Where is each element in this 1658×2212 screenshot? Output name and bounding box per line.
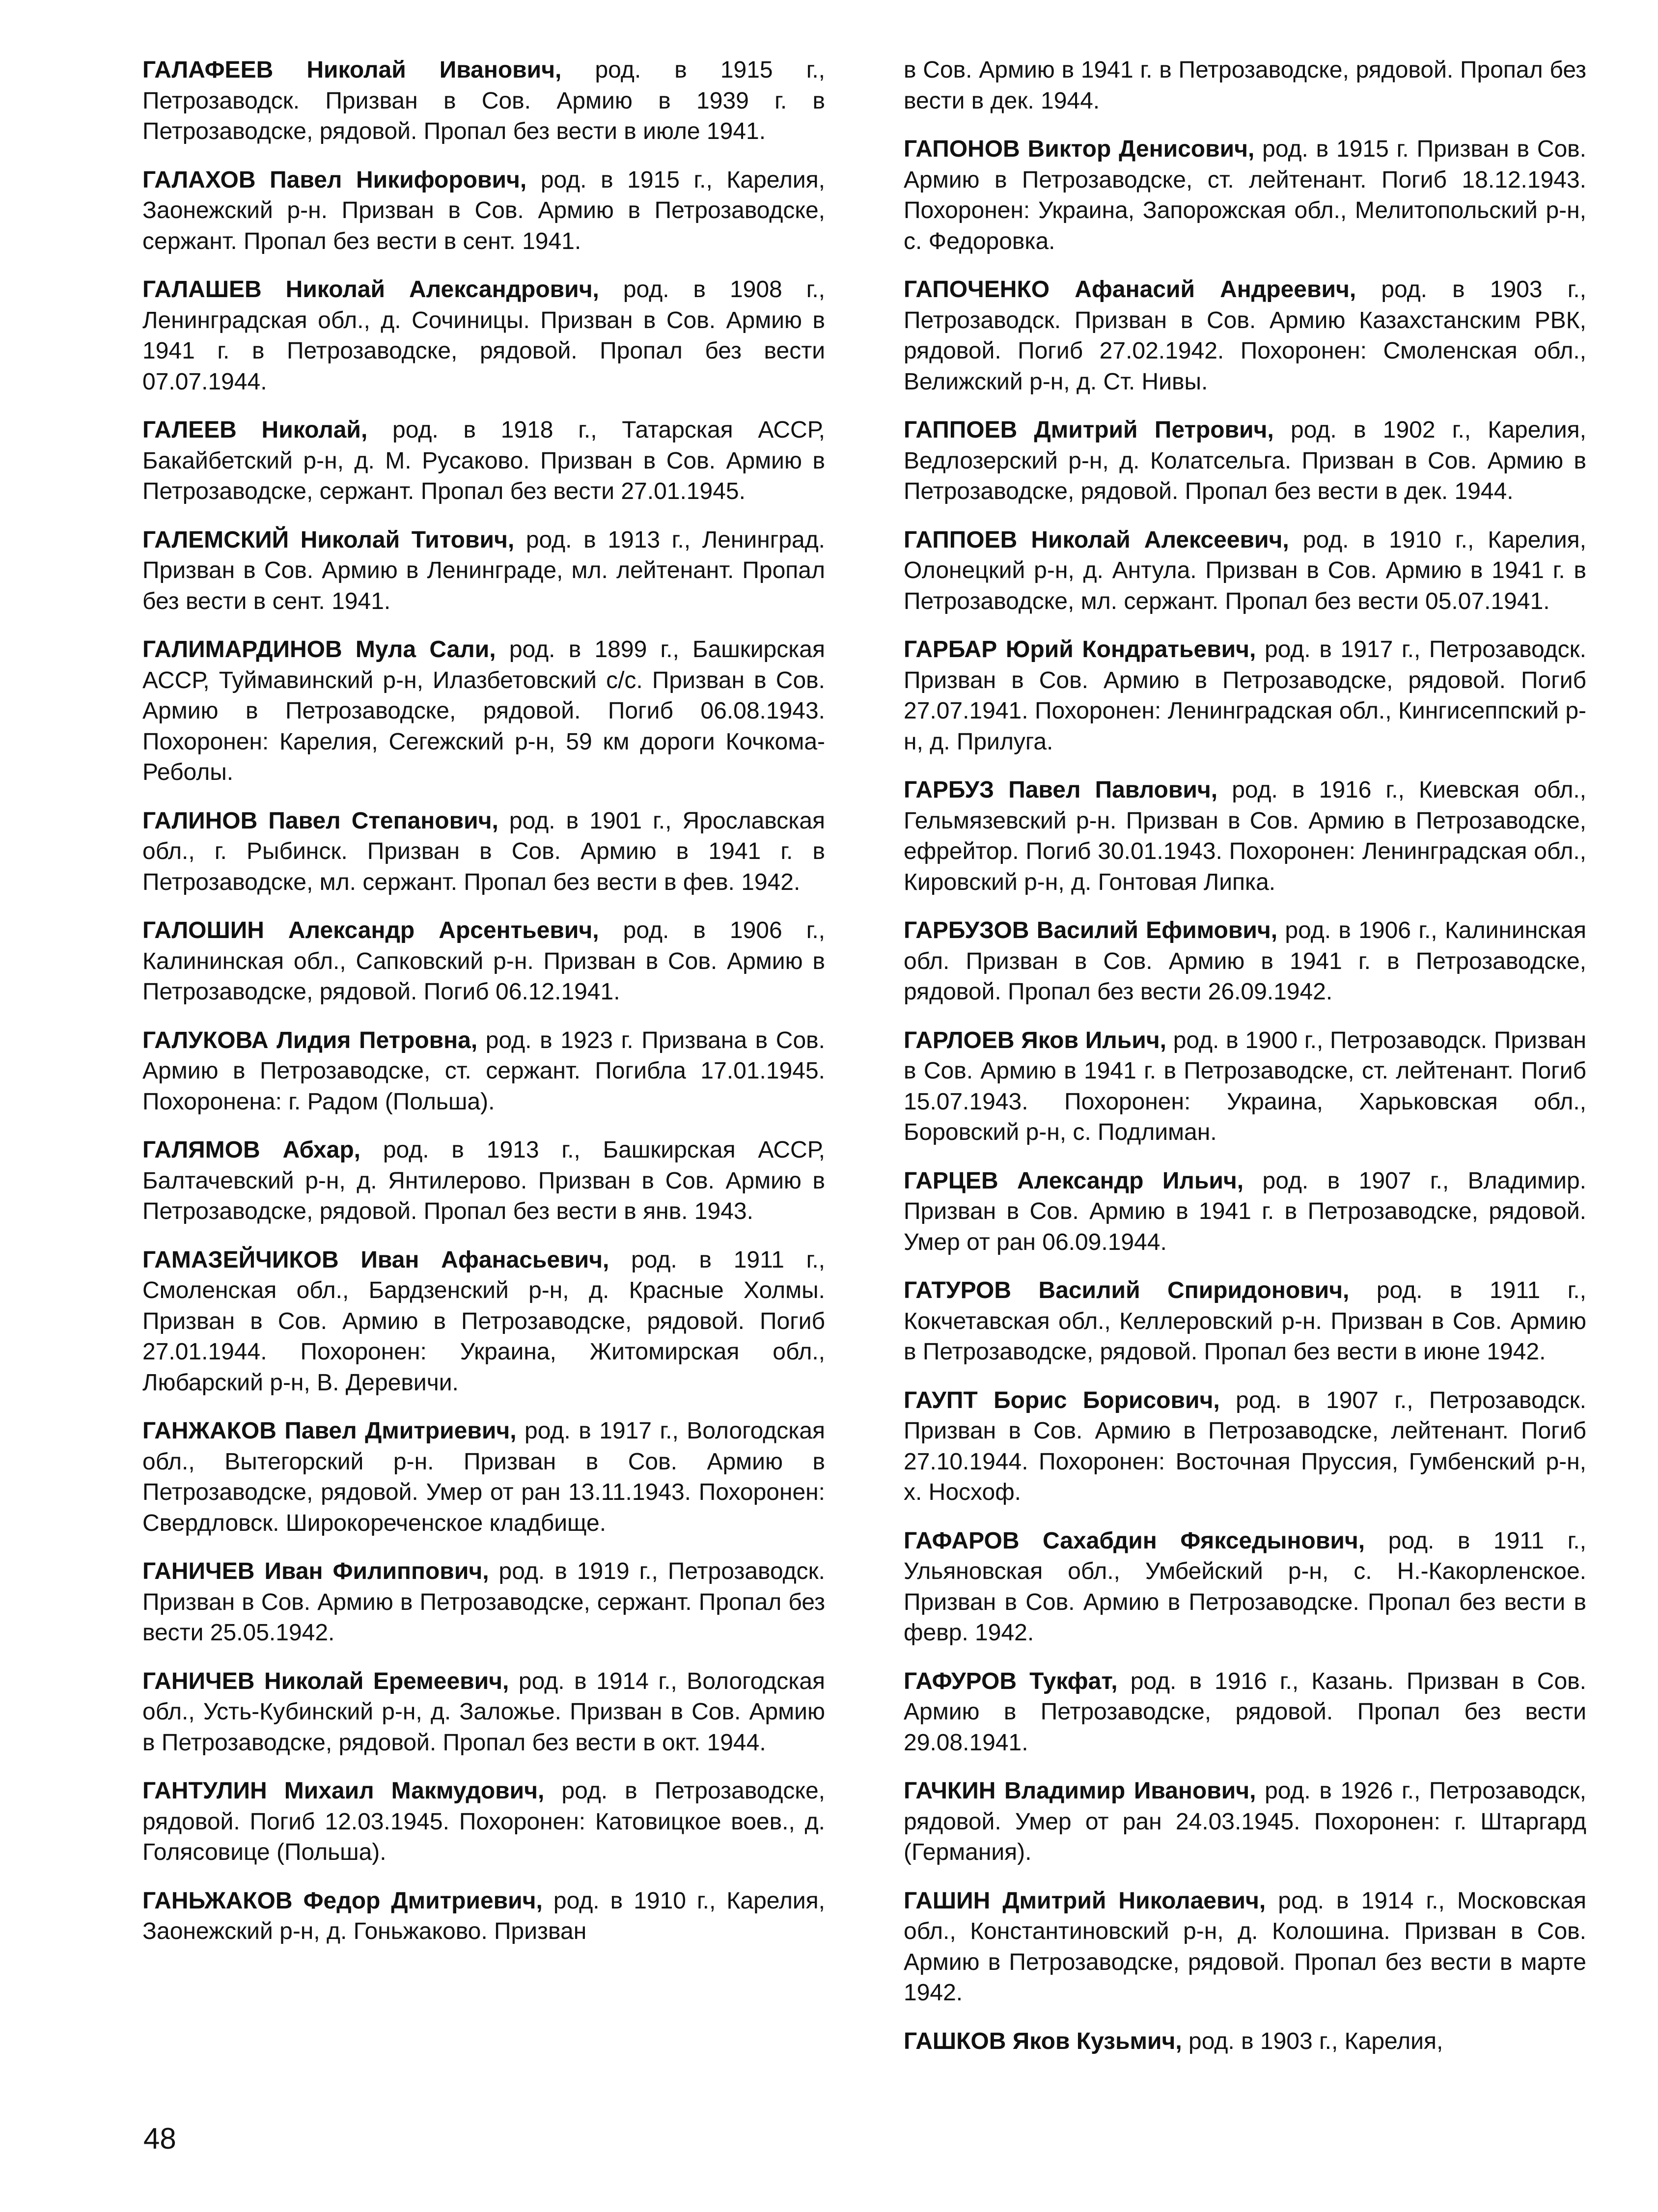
entry [904,134,1586,257]
entry-text: род. в 1914 г., Московская обл., Константиновский р-н, д. Колошина. Призван в Сов. Армию в Петрозаводске, рядовой. Пропал без вести в марте 1942. [904,1887,1587,2006]
entry [904,1025,1586,1148]
entry [904,915,1586,1008]
entry [904,415,1586,507]
entry-text: род. в 1900 г., Петрозаводск. Призван в Сов. Армию в 1941 г. в Петрозаводске, ст. лейтенант. Погиб 15.07.1943. Похоронен: Украина, Харьковская обл., Боровский р-н, с. Подлиман. [904,1027,1587,1145]
entry-name: ГАЛЕМСКИЙ Николай Титович, [142,526,515,553]
entry-name: ГАШКОВ Яков Кузьмич, [904,2028,1182,2054]
entry-name: ГАНИЧЕВ Иван Филиппович, [142,1558,489,1584]
entry [904,1776,1586,1868]
entry-name: ГАЛАФЕЕВ Николай Иванович, [142,57,562,83]
entry [142,915,825,1008]
entry [904,2026,1586,2057]
entry [904,275,1586,397]
entry [904,1275,1586,1368]
entry-text: род. в 1899 г., Башкирская АССР, Туймавинский р-н, Илазбетовский с/с. Призван в Сов. Армию в Петрозаводске, рядовой. Погиб 06.08.1943. Похоронен: Карелия, Сегежский р-н, 59 км дороги Кочкома-Реболы. [142,636,825,785]
entry-text: род. в 1910 г., Карелия, Олонецкий р-н, д. Антула. Призван в Сов. Армию в 1941 г. в Петрозаводске, мл. сержант. Пропал без вести 05.07.1941. [904,526,1587,614]
entry-text: род. в 1917 г., Петрозаводск. Призван в Сов. Армию в Петрозаводске, рядовой. Погиб 27.07.1941. Похоронен: Ленинградская обл., Кингисеппский р-н, д. Прилуга. [904,636,1587,755]
entry-name: ГАРБАР Юрий Кондратьевич, [904,636,1256,663]
entry-name: ГАУПТ Борис Борисович, [904,1387,1220,1413]
entry-name: ГАЛАШЕВ Николай Александрович, [142,276,599,303]
entry-text: род. в 1911 г., Ульяновская обл., Умбейский р-н, с. Н.-Какорленское. Призван в Сов. Армию в Петрозаводске. Пропал без вести в февр. 1942. [904,1527,1587,1646]
entry-text: род. в 1919 г., Петрозаводск. Призван в Сов. Армию в Петрозаводске, сержант. Пропал без вести 25.05.1942. [142,1558,826,1646]
entry-name: ГАЛИНОВ Павел Степанович, [142,807,498,834]
entry-name: ГАПОЧЕНКО Афанасий Андреевич, [904,276,1356,303]
entry-text: род. в 1917 г., Вологодская обл., Вытегорский р-н. Призван в Сов. Армию в Петрозаводске, рядовой. Умер от ран 13.11.1943. Похоронен: Свердловск. Широкореченское кладбище. [142,1418,826,1536]
entry [142,165,825,257]
right-column [904,55,1586,2074]
entry [142,415,825,507]
entry-text: род. в 1926 г., Петрозаводск, рядовой. Умер от ран 24.03.1945. Похоронен: г. Штаргард (Германия). [904,1778,1587,1865]
entry-name: ГАРЦЕВ Александр Ильич, [904,1167,1244,1194]
entry [142,525,825,617]
entry-text: род. в 1903 г., Карелия, [1182,2028,1443,2054]
entry-name: ГАФУРОВ Тукфат, [904,1668,1118,1694]
entry-name: ГАППОЕВ Дмитрий Петрович, [904,417,1274,443]
entry-text: род. в 1913 г., Ленинград. Призван в Сов. Армию в Ленинграде, мл. лейтенант. Пропал без вести в сент. 1941. [142,526,825,614]
entry-text: в Сов. Армию в 1941 г. в Петрозаводске, рядовой. Пропал без вести в дек. 1944. [904,57,1586,114]
entry [142,1556,825,1649]
entry-name: ГАШИН Дмитрий Николаевич, [904,1887,1266,1914]
entry-name: ГАЛЕЕВ Николай, [142,417,368,443]
entry [142,1416,825,1539]
entry [142,1245,825,1399]
entry [904,1385,1586,1508]
entry-name: ГАМАЗЕЙЧИКОВ Иван Афанасьевич, [142,1246,609,1273]
entry-text: род. в 1915 г., Петрозаводск. Призван в Сов. Армию в 1939 г. в Петрозаводске, рядовой. Пропал без вести в июле 1941. [142,57,826,144]
entry-name: ГАЧКИН Владимир Иванович, [904,1778,1256,1804]
entry-text: род. в 1906 г., Калининская обл. Призван в Сов. Армию в 1941 г. в Петрозаводске, рядовой. Пропал без вести 26.09.1942. [904,917,1586,1005]
entry-text: род. в 1911 г., Смоленская обл., Бардзенский р-н, д. Красные Холмы. Призван в Сов. Армию в Петрозаводске, рядовой. Погиб 27.01.1944. Похоронен: Украина, Житомирская обл., Любарский р-н, В. Деревичи. [142,1246,826,1396]
entry-name: ГАЛИМАРДИНОВ Мула Сали, [142,636,496,663]
entry-text: род. в 1910 г., Карелия, Заонежский р-н, д. Гоньжаково. Призван [142,1887,826,1944]
entry [904,1166,1586,1258]
entry [904,635,1586,757]
entry [904,775,1586,898]
entry-text: род. в 1906 г., Калининская обл., Сапковский р-н. Призван в Сов. Армию в Петрозаводске, рядовой. Погиб 06.12.1941. [142,917,826,1005]
entry [142,1776,825,1868]
entry-name: ГАРБУЗОВ Василий Ефимович, [904,917,1278,943]
entry [904,1526,1586,1649]
entry-text: род. в 1907 г., Петрозаводск. Призван в Сов. Армию в Петрозаводске, лейтенант. Погиб 27.10.1944. Похоронен: Восточная Пруссия, Гумбенский р-н, х. Носхоф. [904,1387,1586,1505]
entry-text: род. в 1907 г., Владимир. Призван в Сов. Армию в 1941 г. в Петрозаводске, рядовой. Умер от ран 06.09.1944. [904,1167,1587,1255]
entry-name: ГАНИЧЕВ Николай Еремеевич, [142,1668,509,1694]
entry-text: род. в 1911 г., Кокчетавская обл., Келлеровский р-н. Призван в Сов. Армию в Петрозаводске, рядовой. Пропал без вести в июне 1942. [904,1277,1587,1365]
entry-name: ГАЛЯМОВ Абхар, [142,1137,360,1163]
entry [904,55,1586,116]
entry-name: ГАЛОШИН Александр Арсентьевич, [142,917,599,943]
entry [142,806,825,898]
entry [142,1886,825,1947]
entry-text: род. в 1918 г., Татарская АССР, Бакайбетский р-н, д. М. Русаково. Призван в Сов. Армию в Петрозаводске, сержант. Пропал без вести 27.01.1945. [142,417,825,504]
entry-name: ГАЛАХОВ Павел Никифорович, [142,166,527,193]
entry-name: ГАЛУКОВА Лидия Петровна, [142,1027,478,1053]
entry-text: род. в 1908 г., Ленинградская обл., д. Сочиницы. Призван в Сов. Армию в 1941 г. в Петрозаводске, рядовой. Пропал без вести 07.07.1944. [142,276,826,395]
entry [142,1025,825,1118]
page-number: 48 [143,2122,176,2155]
entry-name: ГАРБУЗ Павел Павлович, [904,777,1218,803]
entry-text: род. в 1916 г., Киевская обл., Гельмязевский р-н. Призван в Сов. Армию в Петрозаводске, ефрейтор. Погиб 30.01.1943. Похоронен: Ленинградская обл., Кировский р-н, д. Гонтовая Липка. [904,777,1586,895]
entry-text: род. в 1923 г. Призвана в Сов. Армию в Петрозаводске, ст. сержант. Погибла 17.01.1945. Похоронена: г. Радом (Польша). [142,1027,825,1115]
entry-name: ГАФАРОВ Сахабдин Фякседынович, [904,1527,1365,1554]
entry-text: род. в 1901 г., Ярославская обл., г. Рыбинск. Призван в Сов. Армию в 1941 г. в Петрозаводске, мл. сержант. Пропал без вести в фев. 1942. [142,807,826,895]
entry [904,525,1586,617]
entry-text: род. в 1914 г., Вологодская обл., Усть-Кубинский р-н, д. Заложье. Призван в Сов. Армию в Петрозаводске, рядовой. Пропал без вести в окт. 1944. [142,1668,826,1756]
entry-text: род. в 1903 г., Петрозаводск. Призван в Сов. Армию Казахстанским РВК, рядовой. Погиб 27.02.1942. Похоронен: Смоленская обл., Велижский р-н, д. Ст. Нивы. [904,276,1587,395]
entry-text: род. в Петрозаводске, рядовой. Погиб 12.03.1945. Похоронен: Катовицкое воев., д. Голясовице (Польша). [142,1778,825,1865]
entry-name: ГАРЛОЕВ Яков Ильич, [904,1027,1166,1053]
entry [142,635,825,788]
entry-text: род. в 1902 г., Карелия, Ведлозерский р-н, д. Колатсельга. Призван в Сов. Армию в Петрозаводске, рядовой. Пропал без вести в дек. 1944. [904,417,1587,504]
entry-text: род. в 1915 г. Призван в Сов. Армию в Петрозаводске, ст. лейтенант. Погиб 18.12.1943. Похоронен: Украина, Запорожская обл., Мелитопольский р-н, с. Федоровка. [904,136,1587,254]
entry-name: ГАТУРОВ Василий Спиридонович, [904,1277,1350,1303]
entry [142,1666,825,1759]
entry-text: род. в 1913 г., Башкирская АССР, Балтачевский р-н, д. Янтилерово. Призван в Сов. Армию в Петрозаводске, рядовой. Пропал без вести в янв. 1943. [142,1137,825,1224]
entry-name: ГАНЖАКОВ Павел Дмитриевич, [142,1418,517,1444]
entry [904,1886,1586,2009]
entry [904,1666,1586,1759]
entry-text: род. в 1916 г., Казань. Призван в Сов. Армию в Петрозаводске, рядовой. Пропал без вести 29.08.1941. [904,1668,1587,1756]
entry-text: род. в 1915 г., Карелия, Заонежский р-н. Призван в Сов. Армию в Петрозаводске, сержант. Пропал без вести в сент. 1941. [142,166,826,254]
left-column [142,55,825,1965]
entry-name: ГАППОЕВ Николай Алексеевич, [904,526,1289,553]
entry [142,1135,825,1227]
entry [142,275,825,397]
entry [142,55,825,147]
entry-name: ГАНЬЖАКОВ Федор Дмитриевич, [142,1887,543,1914]
entry-name: ГАПОНОВ Виктор Денисович, [904,136,1255,162]
entry-name: ГАНТУЛИН Михаил Макмудович, [142,1778,545,1804]
